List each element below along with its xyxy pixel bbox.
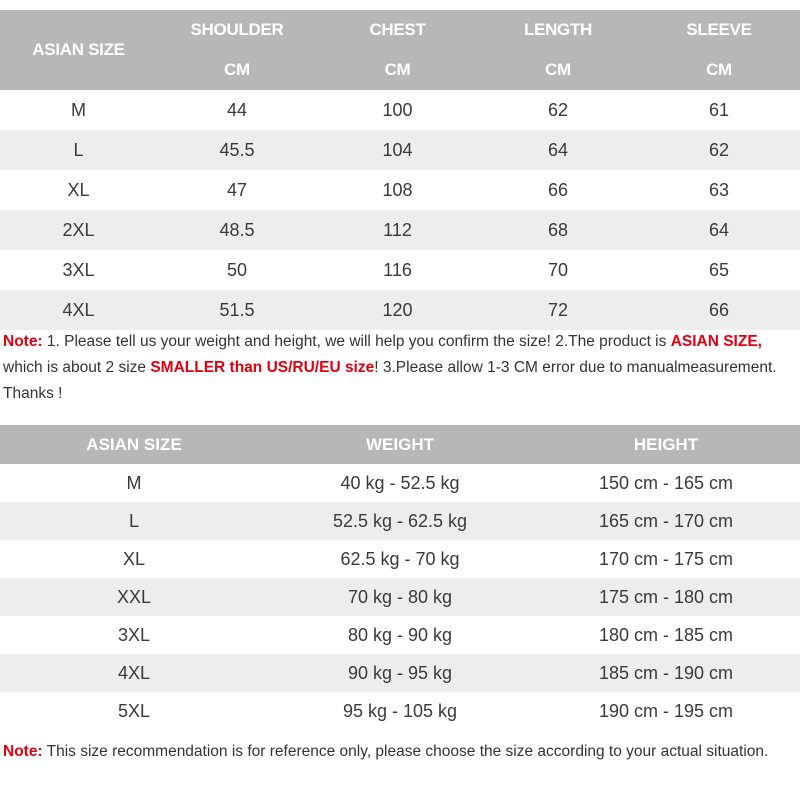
weight-chart-body bbox=[0, 464, 800, 730]
size-chart-table bbox=[0, 10, 800, 330]
table-cell: 3XL bbox=[117, 624, 151, 645]
table-cell: 40 kg - 52.5 kg bbox=[340, 472, 460, 493]
table-cell: 104 bbox=[317, 130, 478, 170]
table-cell: 51.5 bbox=[157, 290, 317, 330]
table-cell: 3XL bbox=[62, 259, 95, 280]
table-cell: 2XL bbox=[0, 210, 157, 250]
table-cell: 64 bbox=[478, 130, 638, 170]
table-cell: 47 bbox=[226, 179, 248, 200]
table-cell: 170 cm - 175 cm bbox=[598, 548, 734, 569]
table-cell: 120 bbox=[317, 290, 478, 330]
header-chest-unit: CM bbox=[317, 50, 478, 90]
table-cell: XL bbox=[122, 548, 146, 569]
note2-label: Note: bbox=[3, 743, 43, 760]
table-cell: 48.5 bbox=[157, 210, 317, 250]
header-length: LENGTH bbox=[478, 10, 638, 50]
header-sleeve: SLEEVE bbox=[638, 10, 800, 50]
table-cell: 62 bbox=[638, 130, 800, 170]
table-cell: 4XL bbox=[0, 290, 157, 330]
header-asian-size-2: ASIAN SIZE bbox=[0, 425, 268, 464]
size-chart-body bbox=[0, 90, 800, 330]
table-cell: 185 cm - 190 cm bbox=[532, 654, 800, 692]
weight-chart-row bbox=[0, 540, 800, 578]
table-cell: 90 kg - 95 kg bbox=[268, 654, 532, 692]
table-cell: 95 kg - 105 kg bbox=[342, 700, 458, 721]
size-note bbox=[3, 329, 798, 407]
table-cell: 165 cm - 170 cm bbox=[532, 502, 800, 540]
table-cell: 52.5 kg - 62.5 kg bbox=[268, 502, 532, 540]
header-weight: WEIGHT bbox=[268, 425, 532, 464]
table-cell: 50 bbox=[226, 259, 248, 280]
reference-note bbox=[3, 740, 798, 764]
header-shoulder-unit: CM bbox=[157, 50, 317, 90]
table-cell: 70 bbox=[547, 259, 569, 280]
table-cell: 62.5 kg - 70 kg bbox=[340, 548, 460, 569]
table-cell: 72 bbox=[478, 290, 638, 330]
table-cell: 190 cm - 195 cm bbox=[598, 700, 734, 721]
header-asian-size: ASIAN SIZE bbox=[0, 10, 157, 90]
weight-chart-row bbox=[0, 692, 800, 730]
table-cell: 62 bbox=[547, 99, 569, 120]
note-text-part2: which is about 2 size bbox=[3, 359, 151, 376]
note-text-part1: 1. Please tell us your weight and height, we will help you confirm the size! 2.The product is bbox=[42, 333, 671, 350]
header-height: HEIGHT bbox=[532, 425, 800, 464]
table-cell: 70 kg - 80 kg bbox=[268, 578, 532, 616]
table-cell: 68 bbox=[478, 210, 638, 250]
table-cell: 150 cm - 165 cm bbox=[598, 472, 734, 493]
size-chart-header-row-top bbox=[0, 10, 800, 50]
table-cell: 65 bbox=[708, 259, 730, 280]
note-text-part3: ! 3.Please allow 1-3 CM error due to manualmeasurement. Thanks ! bbox=[3, 359, 777, 402]
weight-height-table bbox=[0, 425, 800, 730]
table-cell: XXL bbox=[0, 578, 268, 616]
header-length-unit: CM bbox=[478, 50, 638, 90]
header-chest: CHEST bbox=[317, 10, 478, 50]
note2-text: This size recommendation is for reference only, please choose the size according to your actual situation. bbox=[42, 743, 769, 760]
size-chart-row bbox=[0, 90, 800, 130]
table-cell: 175 cm - 180 cm bbox=[532, 578, 800, 616]
table-cell: 66 bbox=[638, 290, 800, 330]
table-cell: 5XL bbox=[117, 700, 151, 721]
table-cell: 66 bbox=[547, 179, 569, 200]
table-cell: 180 cm - 185 cm bbox=[598, 624, 734, 645]
table-cell: 80 kg - 90 kg bbox=[347, 624, 453, 645]
weight-chart-row bbox=[0, 502, 800, 540]
size-chart-row bbox=[0, 130, 800, 170]
header-sleeve-unit: CM bbox=[638, 50, 800, 90]
weight-chart-header-row bbox=[0, 425, 800, 464]
table-cell: M bbox=[71, 99, 86, 120]
weight-chart-row bbox=[0, 464, 800, 502]
table-cell: XL bbox=[67, 179, 90, 200]
size-chart-row bbox=[0, 170, 800, 210]
table-cell: M bbox=[126, 472, 142, 493]
note-label: Note: bbox=[3, 333, 43, 350]
table-cell: 63 bbox=[708, 179, 730, 200]
table-cell: 116 bbox=[383, 259, 412, 280]
table-cell: 45.5 bbox=[157, 130, 317, 170]
weight-chart-row bbox=[0, 616, 800, 654]
size-chart-row bbox=[0, 210, 800, 250]
note-asian-size: ASIAN SIZE, bbox=[670, 333, 762, 350]
table-cell: 100 bbox=[382, 99, 413, 120]
table-cell: 64 bbox=[638, 210, 800, 250]
table-cell: 44 bbox=[226, 99, 248, 120]
weight-chart-row bbox=[0, 578, 800, 616]
table-cell: 4XL bbox=[0, 654, 268, 692]
size-chart-row bbox=[0, 290, 800, 330]
table-cell: L bbox=[0, 502, 268, 540]
table-cell: L bbox=[0, 130, 157, 170]
table-cell: 108 bbox=[382, 179, 413, 200]
note-smaller-warning: SMALLER than US/RU/EU size bbox=[150, 359, 375, 376]
table-cell: 61 bbox=[708, 99, 730, 120]
weight-chart-row bbox=[0, 654, 800, 692]
table-cell: 112 bbox=[317, 210, 478, 250]
header-shoulder: SHOULDER bbox=[157, 10, 317, 50]
size-chart-row bbox=[0, 250, 800, 290]
